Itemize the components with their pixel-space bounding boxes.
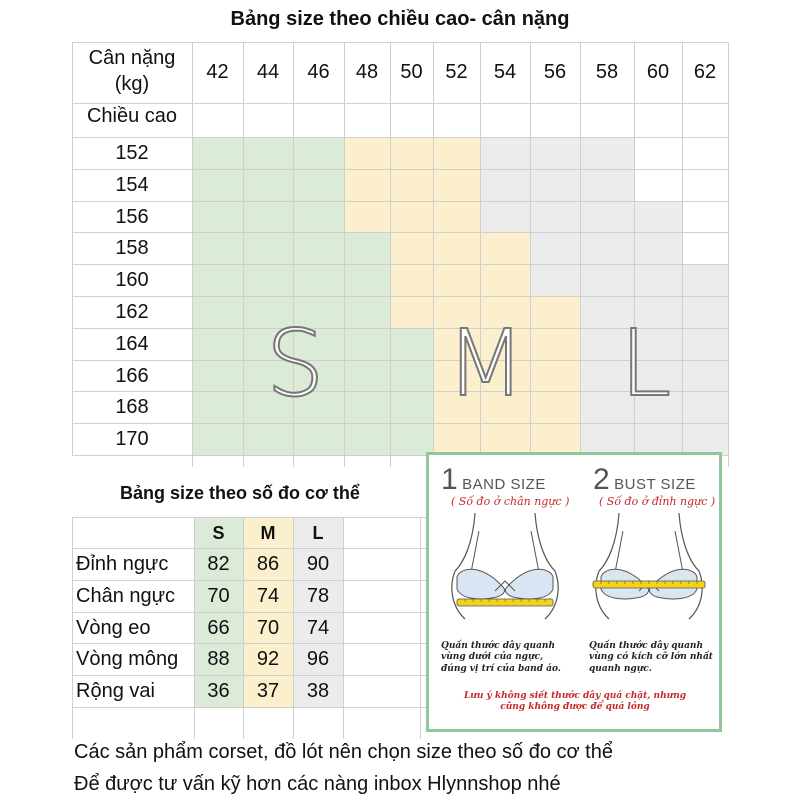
size-cell-l (480, 201, 530, 233)
warning-line: Lưu ý không siết thước dây quá chặt, nhưng (463, 691, 687, 701)
size-cell-l (530, 232, 580, 264)
measurement-value: 37 (256, 680, 280, 703)
band-size-illustration (435, 511, 575, 621)
grid-line (72, 612, 426, 613)
size-cell-s (293, 264, 344, 296)
size-zone-label-s: S (266, 310, 325, 417)
height-tick-label: 170 (115, 428, 149, 451)
band-size-number: 1 (441, 463, 458, 496)
measurement-value: 36 (207, 680, 230, 703)
size-cell-l (580, 423, 634, 455)
size-cell-s (293, 201, 344, 233)
size-cell-s (344, 423, 390, 455)
size-cell-m (530, 360, 580, 392)
height-tick-label: 152 (115, 142, 149, 164)
size-cell-s (390, 328, 433, 360)
weight-tick-label: 54 (493, 61, 517, 83)
grid-line (72, 296, 728, 297)
bust-size-heading (593, 463, 696, 497)
grid-line (72, 517, 73, 739)
size-cell-l (530, 264, 580, 296)
bust-size-note (589, 641, 713, 675)
height-tick-label: 154 (115, 173, 149, 196)
size-cell-s (344, 232, 390, 264)
weight-tick-label: 52 (445, 61, 468, 83)
size-cell-s (293, 232, 344, 264)
grid-line (72, 423, 728, 424)
measurement-value: 70 (256, 616, 280, 639)
bust-note-line: Quấn thước dây quanh (589, 641, 703, 651)
size-cell-l (682, 391, 728, 423)
size-cell-l (634, 423, 682, 455)
size-cell-m (390, 201, 433, 233)
grid-line (72, 201, 728, 202)
size-cell-l (480, 169, 530, 201)
grid-line (580, 42, 581, 467)
band-note-line: vùng dưới của ngực, (441, 652, 544, 663)
measurement-value: 86 (256, 553, 280, 575)
weight-tick-label: 58 (595, 61, 619, 83)
size-cell-s (243, 169, 293, 201)
size-cell-m (433, 201, 480, 233)
grid-line (530, 42, 531, 467)
size-cell-s (192, 391, 243, 423)
measurement-value: 66 (207, 616, 230, 639)
weight-tick-label: 48 (355, 61, 379, 83)
band-size-heading (441, 463, 546, 497)
weight-axis-unit: (kg) (114, 73, 150, 95)
height-tick-label: 162 (115, 301, 149, 323)
measurement-value: 96 (306, 648, 330, 671)
grid-line (72, 137, 728, 138)
weight-tick-label: 46 (307, 61, 330, 83)
size-cell-m (390, 137, 433, 169)
size-column-header: L (312, 523, 324, 543)
size-cell-l (682, 328, 728, 360)
size-cell-l (580, 232, 634, 264)
size-cell-l (682, 296, 728, 328)
size-cell-m (480, 264, 530, 296)
size-cell-m (530, 328, 580, 360)
size-cell-s (192, 328, 243, 360)
size-cell-l (530, 169, 580, 201)
band-size-note (441, 641, 561, 675)
height-tick-label: 166 (115, 364, 149, 387)
grid-line (344, 42, 345, 467)
warning-line: cũng không được để quá lỏng (500, 702, 650, 713)
height-weight-table-title: Bảng size theo chiều cao- cân nặng (230, 8, 570, 30)
size-cell-s (192, 296, 243, 328)
weight-tick-label: 44 (256, 61, 280, 83)
measurement-value: 90 (306, 553, 330, 575)
size-cell-m (390, 296, 433, 328)
size-cell-m (433, 169, 480, 201)
grid-line (72, 103, 728, 104)
measurement-value: 74 (306, 616, 330, 639)
grid-line (72, 675, 426, 676)
size-cell-s (243, 423, 293, 455)
size-cell-s (344, 391, 390, 423)
size-cell-s (192, 232, 243, 264)
size-cell-s (192, 169, 243, 201)
weight-tick-label: 56 (543, 61, 567, 83)
height-tick-label: 156 (115, 205, 149, 228)
size-cell-l (634, 201, 682, 233)
height-tick-label: 160 (115, 269, 149, 292)
size-cell-s (192, 423, 243, 455)
size-cell-m (433, 232, 480, 264)
measurement-value: 82 (207, 553, 230, 575)
size-cell-l (530, 137, 580, 169)
size-cell-s (192, 360, 243, 392)
measurement-row-label: Vòng mông (76, 648, 179, 671)
size-cell-s (344, 296, 390, 328)
size-cell-l (682, 423, 728, 455)
footer-note-corset: Các sản phẩm corset, đồ lót nên chọn size theo số đo cơ thể (74, 741, 613, 763)
size-cell-m (433, 423, 480, 455)
height-tick-label: 168 (115, 396, 149, 419)
size-cell-s (243, 137, 293, 169)
bust-size-number: 2 (593, 463, 610, 496)
size-cell-m (480, 423, 530, 455)
size-cell-s (344, 328, 390, 360)
grid-line (72, 580, 426, 581)
footer-note-contact: Để được tư vấn kỹ hơn các nàng inbox Hlynnshop nhé (74, 773, 561, 795)
size-cell-s (192, 137, 243, 169)
height-tick-label: 158 (115, 237, 149, 260)
size-cell-m (480, 232, 530, 264)
height-tick-label: 164 (115, 332, 149, 355)
bust-size-title: BUST SIZE (614, 476, 696, 493)
body-measurement-table-title: Bảng size theo số đo cơ thể (120, 483, 360, 503)
size-cell-m (390, 169, 433, 201)
size-cell-l (580, 201, 634, 233)
band-note-line: Quấn thước dây quanh (441, 641, 555, 651)
size-cell-s (293, 169, 344, 201)
size-cell-l (480, 137, 530, 169)
size-zone-label-m: M (446, 310, 526, 417)
grid-line (72, 707, 426, 708)
size-zone-label-l: L (620, 310, 672, 417)
size-cell-l (580, 169, 634, 201)
bust-size-subtitle: ( Số đo ở đỉnh ngực ) (599, 495, 716, 508)
size-cell-m (530, 296, 580, 328)
measurement-row-label: Đỉnh ngực (76, 553, 169, 575)
grid-line (72, 264, 728, 265)
size-cell-s (344, 264, 390, 296)
size-cell-m (344, 201, 390, 233)
size-cell-s (243, 264, 293, 296)
size-cell-s (293, 137, 344, 169)
measurement-value: 92 (256, 648, 280, 671)
size-cell-s (390, 423, 433, 455)
size-cell-l (634, 264, 682, 296)
size-cell-l (530, 201, 580, 233)
grid-line (72, 169, 728, 170)
measurement-value: 74 (256, 584, 280, 607)
measurement-value: 38 (306, 680, 330, 703)
size-cell-l (634, 232, 682, 264)
weight-tick-label: 60 (646, 61, 670, 83)
band-size-title: BAND SIZE (462, 476, 546, 493)
measurement-row-label: Rộng vai (76, 680, 155, 703)
size-cell-m (530, 391, 580, 423)
size-cell-m (390, 232, 433, 264)
grid-line (72, 643, 426, 644)
band-note-line: đúng vị trí của band áo. (441, 663, 561, 674)
measurement-value: 70 (207, 584, 230, 607)
size-cell-s (243, 201, 293, 233)
measurement-value: 78 (306, 584, 330, 607)
grid-line (420, 517, 421, 739)
size-cell-s (192, 201, 243, 233)
bust-note-line: vùng có kích cỡ lớn nhất (589, 652, 713, 663)
measurement-warning (435, 691, 715, 714)
size-cell-l (682, 264, 728, 296)
size-cell-m (433, 137, 480, 169)
bust-size-illustration (579, 511, 719, 621)
grid-line (72, 42, 728, 43)
measurement-guide-panel (426, 452, 722, 732)
grid-line (433, 42, 434, 467)
size-cell-m (390, 264, 433, 296)
size-cell-m (530, 423, 580, 455)
size-cell-s (293, 423, 344, 455)
grid-line (72, 232, 728, 233)
size-cell-l (580, 264, 634, 296)
grid-line (390, 42, 391, 467)
size-cell-m (433, 264, 480, 296)
size-cell-m (344, 169, 390, 201)
band-size-subtitle: ( Số đo ở chân ngực ) (451, 495, 570, 508)
size-cell-s (390, 391, 433, 423)
grid-line (72, 548, 426, 549)
weight-axis-label: Cân nặng (88, 47, 176, 69)
grid-line (72, 517, 426, 518)
size-cell-s (243, 232, 293, 264)
size-cell-s (390, 360, 433, 392)
bust-note-line: quanh ngực. (589, 663, 652, 674)
size-column-header: M (260, 523, 276, 543)
weight-tick-label: 42 (206, 61, 229, 83)
size-column-header: S (212, 523, 225, 543)
grid-line (343, 517, 344, 739)
size-cell-s (344, 360, 390, 392)
size-cell-m (344, 137, 390, 169)
weight-tick-label: 50 (400, 61, 423, 83)
size-cell-l (580, 137, 634, 169)
height-axis-label: Chiều cao (86, 105, 178, 127)
size-cell-l (682, 360, 728, 392)
measurement-row-label: Chân ngực (76, 584, 176, 607)
grid-line (243, 42, 244, 467)
grid-line (728, 42, 729, 467)
grid-line (682, 42, 683, 467)
measurement-row-label: Vòng eo (76, 616, 151, 639)
weight-tick-label: 62 (693, 61, 717, 83)
grid-line (192, 42, 193, 467)
size-cell-s (192, 264, 243, 296)
measurement-value: 88 (207, 648, 230, 671)
